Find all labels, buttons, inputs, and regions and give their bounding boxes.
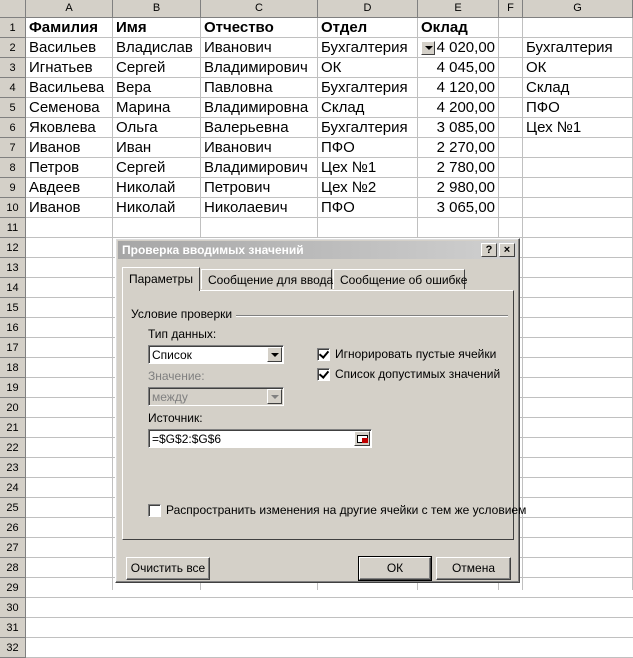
cell-firstname[interactable]: Вера [116,79,152,96]
ignore-blank-checkbox[interactable] [317,348,330,361]
cell-salary[interactable]: 3 065,00 [436,199,495,216]
row-header[interactable]: 28 [0,558,26,578]
select-all-corner[interactable] [0,0,26,18]
row-header[interactable]: 3 [0,58,26,78]
source-input[interactable] [148,429,372,448]
cell-patronymic[interactable]: Иванович [204,39,272,56]
row-header[interactable]: 24 [0,478,26,498]
data-validation-dialog [115,238,527,583]
row-header[interactable]: 11 [0,218,26,238]
cell-department[interactable]: ОК [321,59,342,76]
row-header[interactable]: 8 [0,158,26,178]
cancel-button[interactable]: Отмена [436,557,511,580]
row-header[interactable]: 23 [0,458,26,478]
collapse-dialog-icon[interactable] [354,431,370,446]
data-type-label: Тип данных: [148,327,217,341]
in-cell-dropdown-label: Список допустимых значений [335,367,501,381]
help-button[interactable]: ? [481,243,497,257]
cell-firstname[interactable]: Николай [116,199,176,216]
gridline-horizontal [26,597,633,598]
data-type-select[interactable] [148,345,284,364]
cell-lastname[interactable]: Семенова [29,99,100,116]
chevron-down-icon[interactable] [267,389,282,404]
cell-patronymic[interactable]: Иванович [204,139,272,156]
row-header[interactable]: 4 [0,78,26,98]
data-type-value: Список [152,348,192,362]
row-header[interactable]: 17 [0,338,26,358]
cell-firstname[interactable]: Николай [116,179,176,196]
cell-list-source[interactable]: Склад [526,79,570,96]
cell-patronymic[interactable]: Павловна [204,79,273,96]
cell-patronymic[interactable]: Владимировна [204,99,309,116]
cell-firstname[interactable]: Сергей [116,159,166,176]
cell-lastname[interactable]: Игнатьев [29,59,93,76]
column-header-b[interactable]: B [113,0,201,18]
cell-department[interactable]: Бухгалтерия [321,79,408,96]
row-header[interactable]: 2 [0,38,26,58]
column-header-a[interactable]: A [26,0,113,18]
ignore-blank-label: Игнорировать пустые ячейки [335,347,497,361]
source-label: Источник: [148,411,203,425]
cell-salary[interactable]: 4 200,00 [436,99,495,116]
cell-lastname[interactable]: Петров [29,159,80,176]
cell-department[interactable]: Склад [321,99,365,116]
row-header[interactable]: 22 [0,438,26,458]
column-header-f[interactable]: F [499,0,523,18]
header-patronymic[interactable]: Отчество [204,19,274,36]
gridline-horizontal [26,637,633,638]
tab-panel-parameters [122,290,527,540]
row-header[interactable]: 1 [0,18,26,38]
cell-department[interactable]: Цех №1 [321,159,377,176]
apply-all-checkbox[interactable] [148,504,161,517]
header-department[interactable]: Отдел [321,19,368,36]
row-header[interactable]: 13 [0,258,26,278]
cell-list-source[interactable]: Цех №1 [526,119,582,136]
cell-salary[interactable]: 2 270,00 [436,139,495,156]
chevron-down-icon[interactable] [267,347,282,362]
header-lastname[interactable]: Фамилия [29,19,98,36]
cell-firstname[interactable]: Марина [116,99,171,116]
cell-patronymic[interactable]: Валерьевна [204,119,289,136]
validation-criteria-label: Условие проверки [131,307,233,321]
cell-salary[interactable]: 4 020,00 [436,39,495,56]
cell-firstname[interactable]: Иван [116,139,152,156]
row-header[interactable]: 6 [0,118,26,138]
operator-value: между [152,390,188,404]
row-header[interactable]: 25 [0,498,26,518]
cell-department[interactable]: Бухгалтерия [321,119,408,136]
cell-salary[interactable]: 3 085,00 [436,119,495,136]
cell-patronymic[interactable]: Владимирович [204,59,308,76]
cell-department[interactable]: Цех №2 [321,179,377,196]
group-divider [236,315,508,317]
source-value: =$G$2:$G$6 [152,432,222,446]
gridline-horizontal [26,617,633,618]
cell-firstname[interactable]: Ольга [116,119,158,136]
tab-input-message[interactable]: Сообщение для ввода [201,269,332,289]
row-header[interactable]: 7 [0,138,26,158]
cell-list-source[interactable]: ОК [526,59,547,76]
cell-department[interactable]: ПФО [321,139,355,156]
cell-lastname[interactable]: Иванов [29,199,81,216]
cell-lastname[interactable]: Васильев [29,39,97,56]
column-header-e[interactable]: E [418,0,499,18]
row-header[interactable]: 15 [0,298,26,318]
row-header[interactable]: 18 [0,358,26,378]
column-header-d[interactable]: D [318,0,418,18]
cell-salary[interactable]: 4 045,00 [436,59,495,76]
row-header[interactable]: 32 [0,638,26,658]
value-label: Значение: [148,369,205,383]
close-button[interactable]: × [499,243,515,257]
cell-department[interactable]: ПФО [321,199,355,216]
tab-parameters[interactable]: Параметры [122,267,200,291]
dialog-title: Проверка вводимых значений [122,243,304,257]
dialog-titlebar[interactable] [118,241,517,259]
cell-lastname[interactable]: Иванов [29,139,81,156]
column-header-g[interactable]: G [523,0,633,18]
cell-salary[interactable]: 2 980,00 [436,179,495,196]
cell-dropdown-button[interactable] [421,41,435,55]
column-header-c[interactable]: C [201,0,318,18]
clear-all-button[interactable]: Очистить все [126,557,210,580]
cell-firstname[interactable]: Сергей [116,59,166,76]
tab-error-alert[interactable]: Сообщение об ошибке [333,269,465,289]
cell-lastname[interactable]: Васильева [29,79,105,96]
in-cell-dropdown-checkbox[interactable] [317,368,330,381]
row-header[interactable]: 31 [0,618,26,638]
row-header[interactable]: 9 [0,178,26,198]
cell-lastname[interactable]: Яковлева [29,119,96,136]
row-header[interactable]: 12 [0,238,26,258]
cell-list-source[interactable]: Бухгалтерия [526,39,613,56]
row-header[interactable]: 26 [0,518,26,538]
row-header[interactable]: 19 [0,378,26,398]
row-header[interactable]: 27 [0,538,26,558]
apply-all-label: Распространить изменения на другие ячейки с тем же условием [166,503,527,517]
operator-select[interactable] [148,387,284,406]
cell-patronymic[interactable]: Петрович [204,179,271,196]
ok-button[interactable]: ОК [359,557,431,580]
row-header[interactable]: 29 [0,578,26,598]
cell-salary[interactable]: 2 780,00 [436,159,495,176]
row-header[interactable]: 5 [0,98,26,118]
cell-lastname[interactable]: Авдеев [29,179,81,196]
row-header[interactable]: 16 [0,318,26,338]
header-firstname[interactable]: Имя [116,19,147,36]
cell-department[interactable]: Бухгалтерия [321,39,408,56]
row-header[interactable]: 20 [0,398,26,418]
row-header[interactable]: 14 [0,278,26,298]
header-salary[interactable]: Оклад [421,19,468,36]
row-header[interactable]: 30 [0,598,26,618]
cell-list-source[interactable]: ПФО [526,99,560,116]
cell-firstname[interactable]: Владислав [116,39,193,56]
row-header[interactable]: 21 [0,418,26,438]
cell-patronymic[interactable]: Николаевич [204,199,288,216]
cell-patronymic[interactable]: Владимирович [204,159,308,176]
cell-salary[interactable]: 4 120,00 [436,79,495,96]
row-header[interactable]: 10 [0,198,26,218]
